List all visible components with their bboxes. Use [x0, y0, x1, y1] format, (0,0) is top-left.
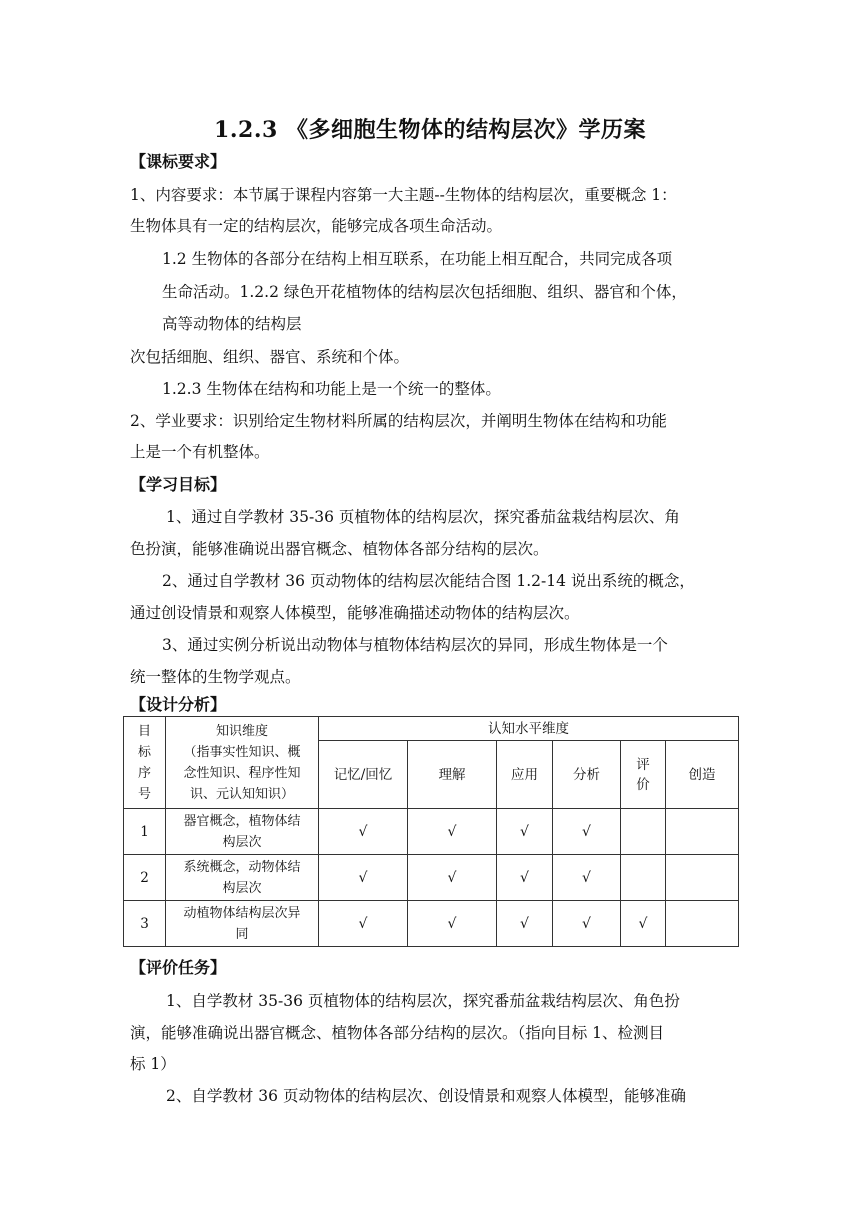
paragraph-line: 演，能够准确说出器官概念、植物体各部分结构的层次。（指向目标 1、检测目 — [130, 1024, 665, 1042]
level-header: 理解 — [408, 741, 497, 809]
section-heading-tasks: 【评价任务】 — [130, 958, 227, 977]
section-heading-objectives: 【学习目标】 — [130, 475, 227, 494]
table-row — [124, 901, 739, 947]
table-row — [124, 855, 739, 901]
section-heading-curriculum: 【课标要求】 — [130, 152, 227, 171]
page-title: 1.2.3 《多细胞生物体的结构层次》学历案 — [214, 117, 646, 143]
level-header: 记忆/回忆 — [319, 741, 408, 809]
check-cell: √ — [621, 901, 666, 947]
header-goal-number: 目 标 序 号 — [124, 717, 166, 809]
check-cell: √ — [553, 901, 621, 947]
paragraph-line: 1.2 生物体的各部分在结构上相互联系，在功能上相互配合，共同完成各项 — [162, 250, 673, 268]
paragraph-line: 标 1） — [130, 1055, 176, 1073]
level-header: 评 价 — [621, 741, 666, 809]
check-cell: √ — [553, 809, 621, 855]
table-row — [124, 809, 739, 855]
goal-number: 1 — [124, 809, 166, 855]
knowledge-cell: 器官概念，植物体结 构层次 — [166, 809, 319, 855]
design-analysis-table — [123, 716, 739, 947]
level-header: 分析 — [553, 741, 621, 809]
check-cell: √ — [408, 901, 497, 947]
section-heading-design: 【设计分析】 — [130, 695, 227, 714]
check-cell: √ — [497, 809, 553, 855]
check-cell: √ — [497, 855, 553, 901]
check-cell: √ — [408, 855, 497, 901]
level-header: 应用 — [497, 741, 553, 809]
check-cell: √ — [319, 901, 408, 947]
paragraph-line: 次包括细胞、组织、器官、系统和个体。 — [130, 348, 410, 366]
header-cognitive-dimension: 认知水平维度 — [319, 717, 739, 741]
check-cell: √ — [408, 809, 497, 855]
paragraph-line: 通过创设情景和观察人体模型，能够准确描述动物体的结构层次。 — [130, 604, 580, 622]
paragraph-line: 1、通过自学教材 35-36 页植物体的结构层次，探究番茄盆栽结构层次、角 — [166, 508, 680, 526]
paragraph-line: 1、内容要求：本节属于课程内容第一大主题--生物体的结构层次，重要概念 1： — [130, 186, 677, 204]
paragraph-line: 高等动物体的结构层 — [162, 315, 302, 333]
paragraph-line: 生命活动。1.2.2 绿色开花植物体的结构层次包括细胞、组织、器官和个体， — [162, 283, 687, 301]
check-cell — [666, 809, 739, 855]
paragraph-line: 色扮演，能够准确说出器官概念、植物体各部分结构的层次。 — [130, 540, 549, 558]
paragraph-line: 2、通过自学教材 36 页动物体的结构层次能结合图 1.2-14 说出系统的概念， — [162, 572, 695, 590]
check-cell: √ — [553, 855, 621, 901]
check-cell — [666, 901, 739, 947]
check-cell: √ — [497, 901, 553, 947]
goal-number: 3 — [124, 901, 166, 947]
header-knowledge-dimension: 知识维度 （指事实性知识、概 念性知识、程序性知 识、元认知知识） — [166, 717, 319, 809]
check-cell — [666, 855, 739, 901]
check-cell — [621, 809, 666, 855]
goal-number: 2 — [124, 855, 166, 901]
paragraph-line: 上是一个有机整体。 — [130, 443, 270, 461]
knowledge-cell: 系统概念，动物体结 构层次 — [166, 855, 319, 901]
paragraph-line: 2、学业要求：识别给定生物材料所属的结构层次，并阐明生物体在结构和功能 — [130, 412, 667, 430]
paragraph-line: 生物体具有一定的结构层次，能够完成各项生命活动。 — [130, 217, 503, 235]
check-cell: √ — [319, 855, 408, 901]
paragraph-line: 3、通过实例分析说出动物体与植物体结构层次的异同，形成生物体是一个 — [162, 636, 668, 654]
level-header: 创造 — [666, 741, 739, 809]
knowledge-cell: 动植物体结构层次异 同 — [166, 901, 319, 947]
paragraph-line: 1.2.3 生物体在结构和功能上是一个统一的整体。 — [162, 380, 501, 398]
paragraph-line: 1、自学教材 35-36 页植物体的结构层次，探究番茄盆栽结构层次、角色扮 — [166, 992, 680, 1010]
check-cell — [621, 855, 666, 901]
check-cell: √ — [319, 809, 408, 855]
paragraph-line: 2、自学教材 36 页动物体的结构层次、创设情景和观察人体模型，能够准确 — [166, 1087, 686, 1105]
paragraph-line: 统一整体的生物学观点。 — [130, 668, 301, 686]
